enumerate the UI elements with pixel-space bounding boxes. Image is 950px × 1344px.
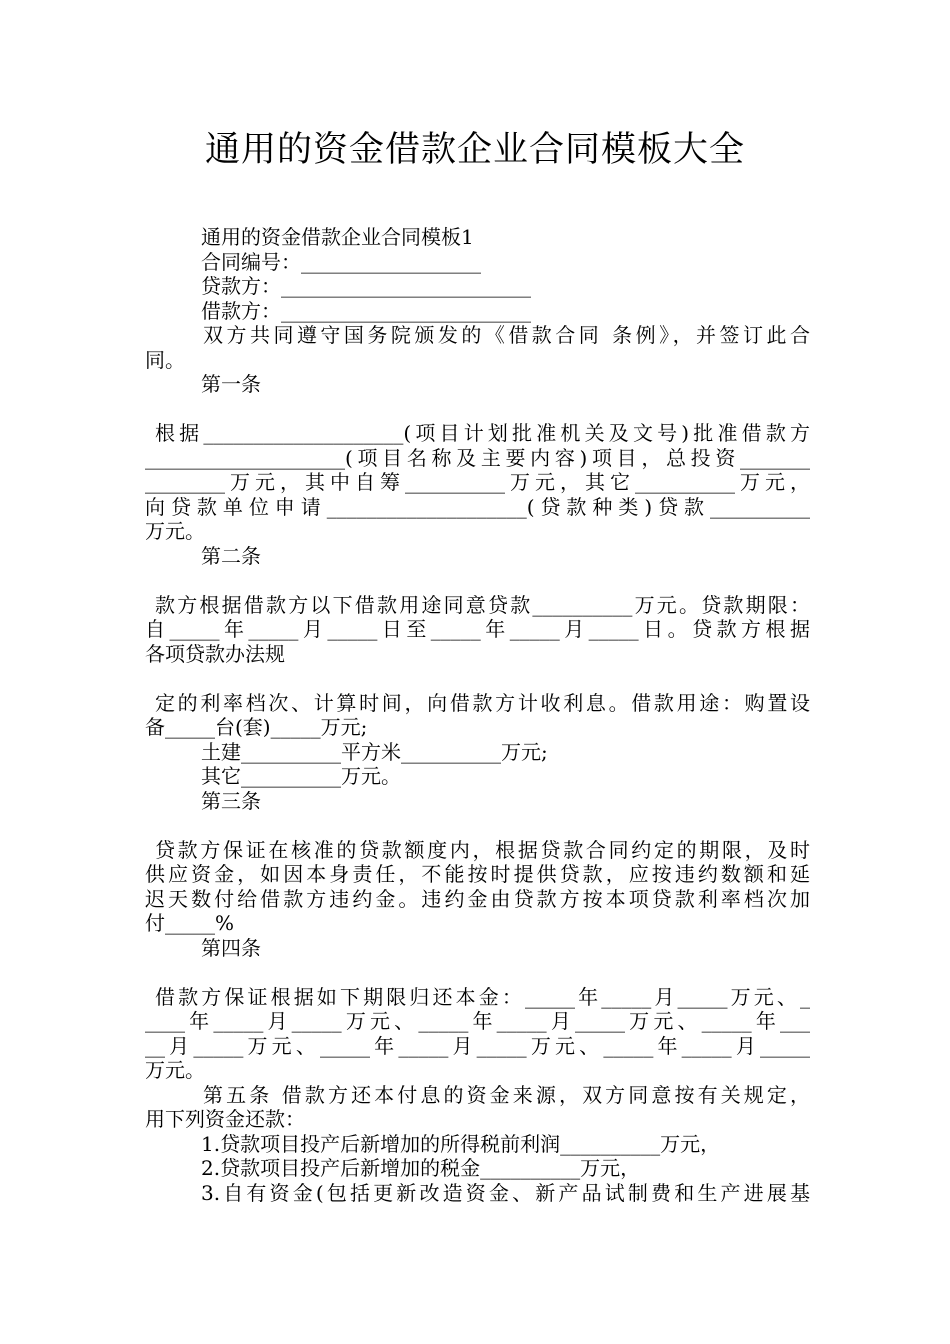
list-item: 3.自有资金(包括更新改造资金、新产品试制费和生产进展基 — [201, 1180, 810, 1205]
paragraph-line: 迟天数付给借款方违约金。违约金由贷款方按本项贷款利率档次加 — [145, 886, 810, 911]
paragraph-line: ____________________(项目名称及主要内容)项目，总投资_______ — [145, 445, 810, 470]
article-heading: 第五条 借款方还本付息的资金来源，双方同意按有关规定， — [203, 1082, 810, 1107]
paragraph-line: ________万元，其中自筹__________万元，其它__________万元， — [145, 470, 810, 494]
paragraph-line: 各项贷款办法规 — [145, 641, 285, 666]
paragraph-line: 用下列资金还款： — [145, 1107, 305, 1131]
paragraph-line: 自_____年_____月_____日至_____年_____月_____日。贷款方根据 — [145, 617, 810, 641]
document-body — [145, 225, 810, 1205]
paragraph-line: 土建__________平方米__________万元; — [201, 739, 548, 764]
paragraph-line: 借款方保证根据如下期限归还本金：_____年_____月_____万元、_ — [155, 984, 810, 1009]
paragraph-line: 万元。 — [145, 1058, 205, 1082]
article-heading: 第四条 — [201, 935, 261, 960]
blank-line — [145, 666, 810, 691]
paragraph-line: 款方根据借款方以下借款用途同意贷款__________万元。贷款期限： — [155, 592, 810, 617]
article-heading: 第三条 — [201, 788, 261, 813]
article-heading: 第一条 — [201, 372, 261, 396]
paragraph-line: 根据____________________(项目计划批准机关及文号)批准借款方 — [155, 421, 810, 445]
blank-line — [145, 568, 810, 593]
paragraph-line: 备_____台(套)_____万元; — [145, 715, 368, 739]
paragraph-line: 定的利率档次、计算时间，向借款方计收利息。借款用途：购置设 — [155, 690, 810, 715]
list-item: 1.贷款项目投产后新增加的所得税前利润__________万元， — [201, 1131, 721, 1156]
paragraph-line: __月_____万元、_____年_____月_____万元、_____年_____月_____ — [145, 1033, 810, 1058]
paragraph-line: 万元。 — [145, 519, 205, 543]
article-heading: 第二条 — [201, 543, 261, 568]
list-item: 2.贷款项目投产后新增加的税金__________万元， — [201, 1156, 641, 1180]
blank-line — [145, 813, 810, 838]
blank-line — [145, 960, 810, 985]
paragraph-line: 供应资金，如因本身责任，不能按时提供贷款，应按违约数额和延 — [145, 862, 810, 886]
paragraph-line: 向贷款单位申请____________________(贷款种类)贷款__________ — [145, 494, 810, 519]
paragraph-line: 双方共同遵守国务院颁发的《借款合同 条例》，并签订此合 — [203, 323, 810, 347]
blank-line — [145, 397, 810, 422]
contract-heading: 通用的资金借款企业合同模板1 — [201, 225, 474, 249]
borrower-line: 借款方：_________________________ — [201, 298, 531, 323]
paragraph-line: 其它__________万元。 — [201, 764, 401, 788]
paragraph-line: 同。 — [145, 347, 185, 372]
paragraph-line: ____年_____月_____万元、_____年_____月_____万元、_____年___ — [145, 1009, 810, 1033]
paragraph-line: 贷款方保证在核准的贷款额度内，根据贷款合同约定的期限，及时 — [155, 837, 810, 862]
document-title: 通用的资金借款企业合同模板大全 — [204, 130, 745, 170]
paragraph-line: 付_____% — [145, 911, 235, 935]
lender-line: 贷款方：_________________________ — [201, 274, 531, 298]
contract-number-line: 合同编号：__________________ — [201, 249, 481, 274]
